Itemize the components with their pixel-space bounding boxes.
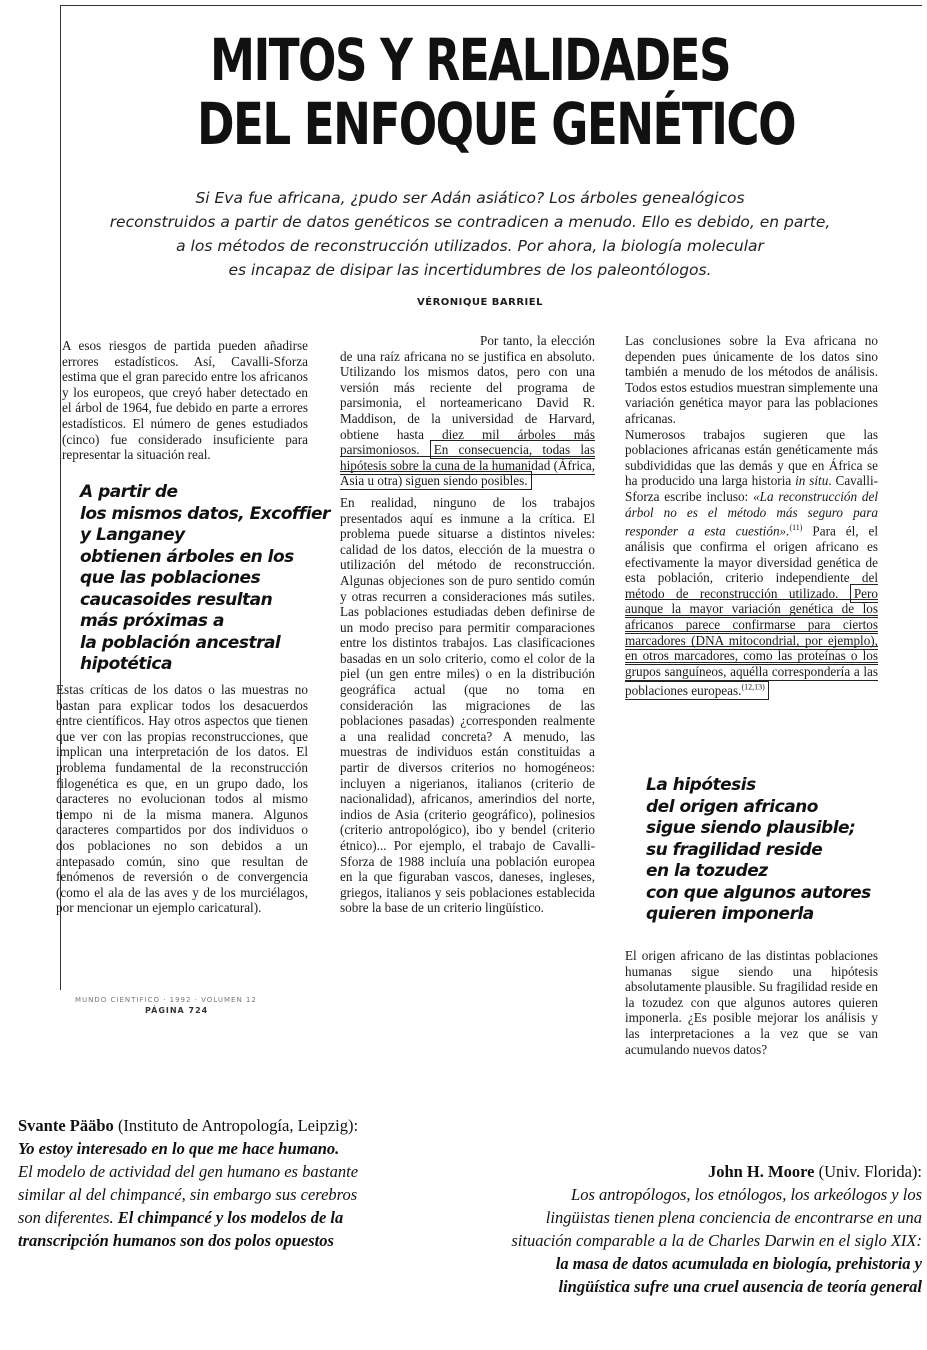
quote-affiliation: (Instituto de Antropología, Leipzig):	[113, 1116, 359, 1135]
paragraph-text: Numerosos trabajos sugieren que las poblaciones africanas están genéticamente más subdivididas que las demás y que en África se ha producido una larga historia	[625, 426, 878, 489]
paragraph	[625, 427, 878, 699]
pull-quote-line: su fragilidad reside	[646, 839, 823, 860]
paragraph: El origen africano de las distintas poblaciones humanas sigue siendo una hipótesis absolutamente plausible. Su fragilidad reside en la tozudez con que algunos autores quieren imponerla. ¿Es posible mejorar los análisis y las interpretaciones a la vez que se van acumulando nuevos datos?	[625, 948, 878, 1057]
quote-affiliation: (Univ. Florida):	[814, 1162, 922, 1181]
pull-quote-line: sigue siendo plausible;	[646, 818, 856, 838]
column-3	[625, 333, 878, 698]
quote-moore	[425, 1160, 922, 1298]
paragraph-text: Por tanto, la elección de una raíz africana no se justifica en absoluto. Utilizando los mismos datos, pero con una versión más reciente del programa de parsimonia, el norteamericano David R. Maddison, de la universidad de Harvard, obtiene hasta diez mil árboles más parsimoniosos.	[340, 333, 595, 458]
reference-marker: (12,13)	[741, 682, 765, 692]
page-number: PÁGINA 724	[145, 1006, 209, 1015]
column-3-continued	[625, 948, 878, 1057]
boxed-highlight	[625, 584, 878, 700]
paragraph: En realidad, ninguno de los trabajos presentados aquí es inmune a la crítica. El problema puede situarse a distintos niveles: calidad de los datos, elección de la muestra o utilización del método de reconstrucción. Algunas objeciones son de puro sentido común y otras recurren a consideraciones más sutiles. Las poblaciones estudiadas deben definirse de un modo preciso para permitir comparaciones entre los distintos trabajos. Las clasificaciones basadas en un solo criterio, como el color de la piel (un gen entre miles) o en la distribución geográfica actual (que no toma en consideración las migraciones de las poblaciones pasadas) ¿corresponden realmente a una realidad concreta? A menudo, las muestras de individuos están constituidas a partir de diversos criterios no homogéneos: incluyen a nigerianos, italianos (criterio de nacionalidad), africanos, amerindios del norte, indios de Asia (criterio geográfico), polinesios (criterio antropológico), ibo y bendel (criterio étnico)... Por ejemplo, el trabajo de Cavalli-Sforza de 1988 incluía una población europea en la que figuraban vascos, daneses, ingleses, griegos, italianos y seis poblaciones establecida sobre la base de un criterio lingüístico.	[340, 494, 595, 916]
title-line-1: MITOS Y REALIDADES	[210, 26, 730, 94]
quote-line: Los antropólogos, los etnólogos, los arkeólogos y los	[571, 1185, 922, 1204]
quote-text: son diferentes.	[18, 1208, 118, 1227]
paragraph	[340, 333, 595, 489]
title-line-2: DEL ENFOQUE GENÉTICO	[197, 90, 795, 158]
paragraph: A esos riesgos de partida pueden añadirse errores estadísticos. Así, Cavalli-Sforza estima que el gran parecido entre los africanos y los europeos, que creyó haber detectado en el árbol de 1964, fue debido en parte a errores estadísticos. El número de genes estudiados (cinco) fue considerado insuficiente para representar la situación real.	[62, 338, 308, 463]
article-lede	[90, 186, 850, 282]
quoted-text: «La reconstrucción del árbol no es el método más seguro para responder a esta cuestión».	[625, 488, 878, 539]
quote-line: lingüistas tienen plena conciencia de encontrarse en una	[545, 1208, 922, 1227]
column-1-continued	[56, 682, 308, 916]
quote-line: lingüística sufre una cruel ausencia de teoría general	[558, 1277, 922, 1296]
pull-quote-line: los mismos datos, Excoffier	[80, 503, 330, 524]
pull-quote-line: caucasoides resultan	[80, 589, 273, 610]
reference-marker: (11)	[789, 523, 803, 533]
pull-quote-line: y Langaney	[80, 525, 185, 545]
in-situ-text: in situ	[795, 473, 829, 489]
lede-line: Si Eva fue africana, ¿pudo ser Adán asiático? Los árboles genealógicos	[195, 189, 745, 207]
pull-quote-line: del origen africano	[646, 796, 818, 817]
pull-quote-line: en la tozudez	[646, 861, 768, 881]
lede-line: reconstruidos a partir de datos genéticos se contradicen a menudo. Ello es debido, en parte,	[109, 213, 831, 231]
quote-author: John H. Moore	[707, 1162, 815, 1181]
column-1	[62, 338, 308, 463]
quote-line: transcripción humanos son dos polos opuestos	[18, 1231, 334, 1250]
pull-quote-line: quieren imponerla	[646, 904, 814, 924]
pull-quote-line: La hipótesis	[646, 775, 756, 795]
quote-author: Svante Pääbo	[18, 1116, 114, 1135]
paragraph-text: . Cavalli-Sforza escribe incluso:	[625, 473, 878, 504]
paragraph: Las conclusiones sobre la Eva africana no dependen pues únicamente de los datos sino también a menudo de los métodos de análisis. Todos estos estudios muestran simplemente una variación genética mayor para las poblaciones africanas.	[625, 333, 878, 426]
quote-line: Yo estoy interesado en lo que me hace humano.	[18, 1139, 340, 1158]
pull-quote-line: que las poblaciones	[80, 568, 261, 588]
column-2	[340, 333, 595, 916]
quote-attribution	[425, 1160, 922, 1183]
pull-quote-line: obtienen árboles en los	[80, 546, 294, 567]
pull-quote-line: la población ancestral	[80, 632, 281, 653]
pull-quote-line: con que algunos autores	[646, 882, 871, 903]
boxed-highlight: En consecuencia, todas las hipótesis sobre la cuna de la humanidad (África, Asia u otra) siguen siendo posibles.	[340, 442, 595, 489]
quote-line	[18, 1206, 358, 1229]
quote-paabo	[18, 1114, 358, 1252]
quote-attribution	[18, 1114, 358, 1137]
boxed-text: Pero aunque la mayor variación genética de los africanos parece confirmarse para ciertos marcadores (DNA mitocondrial, por ejemplo), en otros marcadores, como las proteínas o los grupos sanguíneos, aquélla correspondería a las poblaciones europeas.	[625, 585, 878, 698]
lede-line: es incapaz de disipar las incertidumbres de los paleontólogos.	[228, 261, 712, 279]
pull-quote-1	[80, 482, 330, 676]
top-rule	[60, 5, 922, 6]
paragraph: Estas críticas de los datos o las muestras no bastan para explicar todos los desacuerdos entre científicos. Hay otros aspectos que tienen que ver con las propias reconstrucciones, que implican una interpretación de los datos. El problema fundamental de la reconstrucción filogenética es que, en un grupo dado, los caracteres no evolucionan todos al mismo tiempo ni de la misma manera. Algunos caracteres compartidos por dos individuos o dos poblaciones no son debidos a un antepasado común, sino que resultan de fenómenos de reversión o de convergencia (como el ala de las aves y de los murciélagos, por mencionar un ejemplo caricatural).	[56, 682, 308, 916]
quote-line: El modelo de actividad del gen humano es bastante	[18, 1162, 359, 1181]
pull-quote-line: más próximas a	[80, 611, 224, 631]
pull-quote-2	[646, 775, 886, 926]
quote-line: situación comparable a la de Charles Darwin en el siglo XIX:	[511, 1231, 922, 1250]
quote-line: la masa de datos acumulada en biología, prehistoria y	[555, 1254, 922, 1273]
pull-quote-line: A partir de	[80, 482, 178, 502]
paragraph-text: Para él, el análisis que confirma el origen africano es efectivamente la mayor diversidad genética de esta población, criterio independiente del método de reconstrucción utilizado.	[625, 523, 878, 601]
article-title	[197, 26, 795, 158]
footer-tag: MUNDO CIENTIFICO · 1992 · VOLUMEN 12	[75, 996, 257, 1004]
pull-quote-line: hipotética	[80, 654, 172, 674]
quote-line: similar al del chimpancé, sin embargo sus cerebros	[18, 1185, 358, 1204]
author-byline: VÉRONIQUE BARRIEL	[417, 297, 543, 308]
quote-text: El chimpancé y los modelos de la	[117, 1208, 344, 1227]
lede-line: a los métodos de reconstrucción utilizados. Por ahora, la biología molecular	[176, 237, 764, 255]
